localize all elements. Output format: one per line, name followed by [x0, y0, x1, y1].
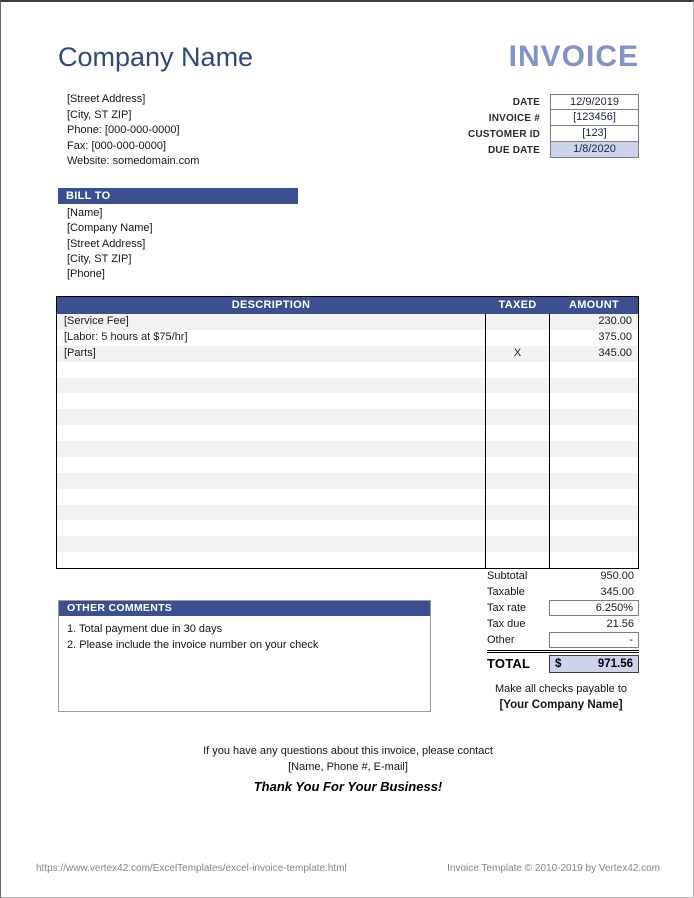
tax-rate-row [487, 600, 639, 616]
tax-due-label: Tax due [487, 618, 526, 630]
bill-to-company: [Company Name] [67, 222, 153, 235]
item-amount: 345.00 [598, 346, 632, 359]
item-amount [550, 457, 638, 473]
item-taxed [485, 330, 550, 346]
item-amount [550, 441, 638, 457]
description-column-header: DESCRIPTION [231, 299, 311, 311]
invoice-meta [405, 94, 639, 158]
table-row-empty [57, 409, 638, 425]
item-description [57, 552, 485, 568]
company-address [67, 92, 199, 170]
invoice-number-label: INVOICE # [488, 112, 540, 124]
bill-to-city: [City, ST ZIP] [67, 252, 132, 265]
company-fax: Fax: [000-000-0000] [67, 139, 167, 152]
item-taxed [485, 489, 550, 505]
table-row-empty [57, 552, 638, 568]
bill-to-header: BILL TO [58, 188, 298, 204]
taxable-label: Taxable [487, 586, 525, 598]
item-taxed [485, 473, 550, 489]
table-row-empty [57, 378, 638, 394]
tax-due-value: 21.56 [606, 618, 634, 630]
item-amount [550, 520, 638, 536]
table-row-empty [57, 393, 638, 409]
item-amount: 375.00 [598, 330, 632, 343]
bill-to-phone: [Phone] [67, 268, 105, 281]
item-description [57, 520, 485, 536]
template-url-link[interactable]: https://www.vertex42.com/ExcelTemplates/excel-invoice-template.html [36, 863, 347, 874]
taxed-column-header: TAXED [498, 299, 537, 311]
item-amount [550, 409, 638, 425]
table-row-empty [57, 520, 638, 536]
item-description [57, 457, 485, 473]
item-taxed [485, 520, 550, 536]
customer-id-label: CUSTOMER ID [467, 128, 540, 140]
payable-text: Make all checks payable to [494, 683, 628, 695]
item-taxed [485, 536, 550, 552]
item-description [57, 489, 485, 505]
item-description: [Labor: 5 hours at $75/hr] [64, 330, 188, 343]
amount-column-header: AMOUNT [568, 299, 620, 311]
total-amount: 971.56 [597, 657, 633, 670]
item-description [57, 441, 485, 457]
item-taxed [485, 409, 550, 425]
item-amount [550, 505, 638, 521]
table-row [57, 330, 638, 346]
item-taxed [485, 552, 550, 568]
invoice-number-field[interactable]: [123456] [550, 109, 639, 126]
table-row-empty [57, 425, 638, 441]
page-footer [36, 863, 660, 874]
meta-row-customer-id [405, 126, 639, 142]
item-amount [550, 362, 638, 378]
due-date-label: DUE DATE [488, 144, 540, 156]
due-date-field[interactable]: 1/8/2020 [550, 141, 639, 158]
total-divider [487, 650, 639, 653]
item-amount: 230.00 [598, 315, 632, 327]
company-city: [City, ST ZIP] [67, 108, 132, 121]
item-description [57, 425, 485, 441]
item-description [57, 473, 485, 489]
total-value-cell [549, 655, 639, 673]
item-taxed [485, 393, 550, 409]
company-street: [Street Address] [67, 93, 146, 105]
contact-line: If you have any questions about this invoice, please contact [203, 745, 493, 757]
item-description [57, 409, 485, 425]
table-row-empty [57, 457, 638, 473]
comment-line: 1. Total payment due in 30 days [67, 623, 223, 635]
item-taxed [485, 457, 550, 473]
tax-due-row [487, 616, 639, 632]
item-description [57, 378, 485, 394]
tax-rate-label: Tax rate [487, 602, 527, 614]
item-description: [Service Fee] [64, 315, 129, 327]
date-field[interactable]: 12/9/2019 [550, 94, 639, 110]
other-label: Other [487, 634, 515, 646]
total-currency-symbol: $ [555, 657, 562, 670]
item-taxed [485, 362, 550, 378]
date-label: DATE [512, 96, 540, 108]
item-amount [550, 552, 638, 568]
items-table-body [57, 314, 638, 568]
item-description [57, 505, 485, 521]
other-row [487, 632, 639, 648]
taxable-value: 345.00 [600, 586, 634, 598]
item-taxed: X [485, 346, 550, 362]
item-description [57, 362, 485, 378]
payable-block [461, 682, 661, 713]
bill-to-block [67, 206, 153, 282]
meta-row-invoice-number [405, 110, 639, 126]
table-row-empty [57, 362, 638, 378]
items-table [56, 296, 639, 569]
comment-line: 2. Please include the invoice number on your check [67, 639, 319, 651]
total-label: TOTAL [487, 656, 531, 671]
item-description [57, 393, 485, 409]
totals-block [487, 568, 639, 673]
other-comments-lines [59, 616, 430, 653]
other-comments-header: OTHER COMMENTS [59, 601, 430, 616]
thank-you-message: Thank You For Your Business! [253, 779, 443, 794]
item-taxed [485, 505, 550, 521]
contact-info: [Name, Phone #, E-mail] [288, 760, 408, 773]
item-amount [550, 473, 638, 489]
item-description: [Parts] [64, 346, 96, 359]
item-amount [550, 378, 638, 394]
item-taxed [485, 425, 550, 441]
item-description [57, 536, 485, 552]
table-row-empty [57, 489, 638, 505]
subtotal-label: Subtotal [487, 570, 528, 582]
item-taxed [485, 378, 550, 394]
item-taxed [485, 314, 550, 330]
company-name: Company Name [58, 42, 254, 72]
item-amount [550, 536, 638, 552]
invoice-title: INVOICE [508, 40, 639, 73]
copyright-text: Invoice Template © 2010-2019 by Vertex42.com [447, 863, 660, 874]
table-row-empty [57, 536, 638, 552]
other-comments-box [58, 600, 431, 712]
item-amount [550, 489, 638, 505]
company-phone: Phone: [000-000-0000] [67, 124, 180, 136]
other-field[interactable]: - [549, 632, 639, 648]
contact-block [98, 744, 598, 795]
payable-company-name: [Your Company Name] [499, 698, 623, 711]
tax-rate-field[interactable]: 6.250% [549, 600, 639, 616]
taxable-row [487, 584, 639, 600]
total-row [487, 654, 639, 673]
item-amount [550, 425, 638, 441]
bill-to-name: [Name] [67, 207, 103, 219]
subtotal-row [487, 568, 639, 584]
item-amount [550, 393, 638, 409]
meta-row-due-date [405, 142, 639, 158]
items-table-header [57, 297, 638, 314]
company-website: Website: somedomain.com [67, 155, 200, 167]
subtotal-value: 950.00 [600, 570, 634, 582]
bill-to-street: [Street Address] [67, 237, 146, 250]
table-row-empty [57, 505, 638, 521]
table-row-empty [57, 441, 638, 457]
table-row [57, 346, 638, 362]
meta-row-date [405, 94, 639, 110]
table-row [57, 314, 638, 330]
customer-id-field[interactable]: [123] [550, 125, 639, 142]
table-row-empty [57, 473, 638, 489]
item-taxed [485, 441, 550, 457]
